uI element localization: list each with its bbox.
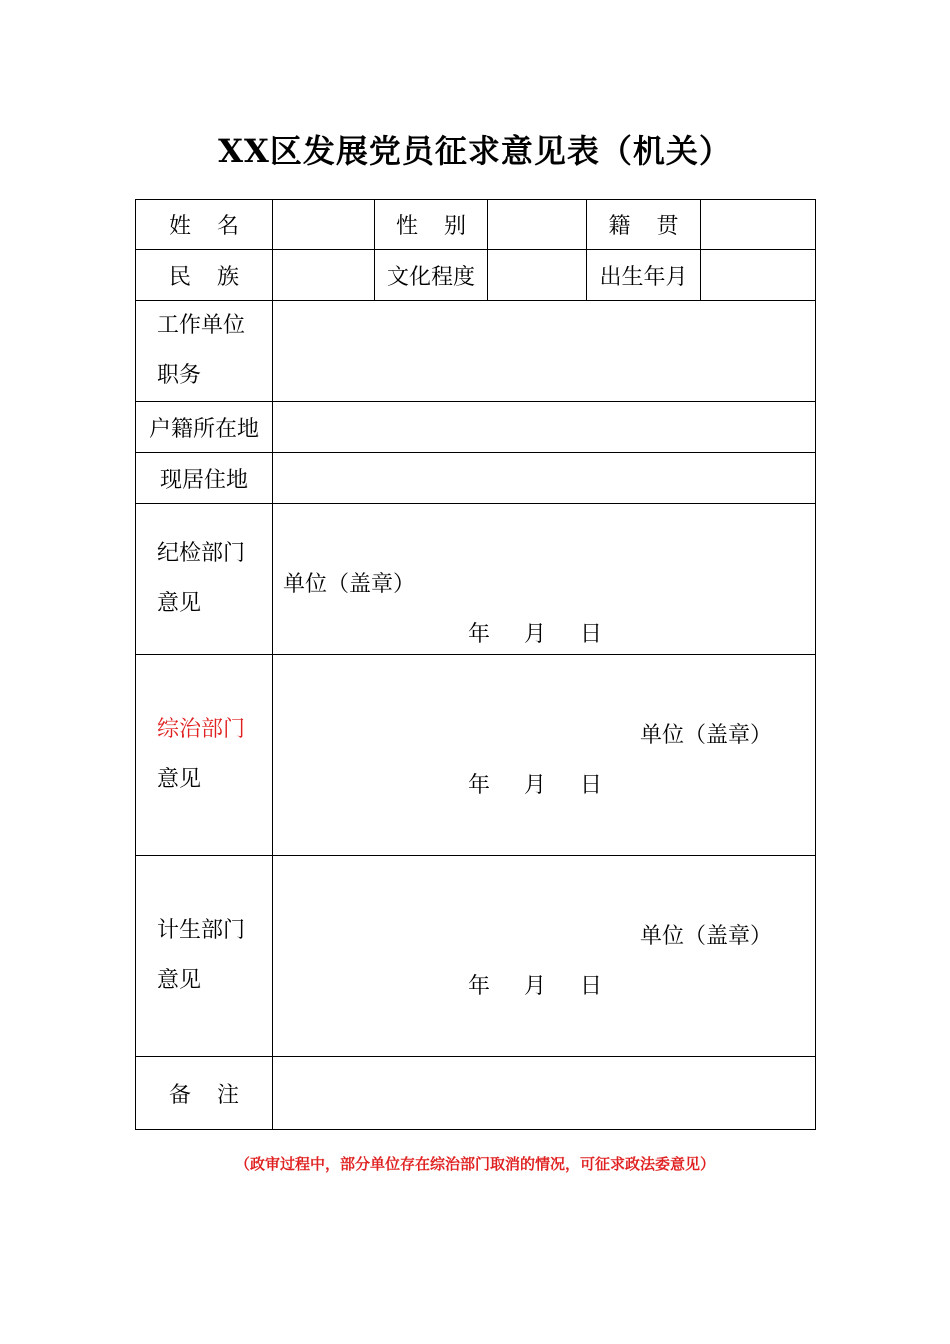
footnote: （政审过程中，部分单位存在综治部门取消的情况，可征求政法委意见） bbox=[234, 1155, 715, 1173]
remarks-value[interactable] bbox=[273, 1057, 816, 1130]
work-unit-position-label: 工作单位 职务 bbox=[136, 301, 273, 402]
comprehensive-dept-title: 综治部门 bbox=[157, 717, 246, 742]
ethnic-value[interactable] bbox=[273, 250, 375, 301]
ethnic-label: 民 族 bbox=[136, 250, 273, 301]
birth-date-label: 出生年月 bbox=[587, 250, 701, 301]
gender-label: 性 别 bbox=[375, 200, 488, 250]
birth-date-value[interactable] bbox=[701, 250, 816, 301]
comprehensive-seal-text: 单位（盖章） bbox=[640, 723, 773, 748]
residence-value[interactable] bbox=[273, 453, 816, 504]
name-label: 姓 名 bbox=[136, 200, 273, 250]
comprehensive-opinion-cell[interactable] bbox=[273, 655, 816, 856]
residence-label: 现居住地 bbox=[136, 453, 273, 504]
comprehensive-dept-label: 综治部门 意见 bbox=[136, 655, 273, 856]
discipline-dept-label: 纪检部门 意见 bbox=[136, 504, 273, 655]
opinion-form-table bbox=[135, 199, 816, 1130]
household-register-label: 户籍所在地 bbox=[136, 402, 273, 453]
discipline-date: 年 月 日 bbox=[468, 622, 603, 647]
family-planning-seal-text: 单位（盖章） bbox=[640, 924, 773, 949]
name-value[interactable] bbox=[273, 200, 375, 250]
gender-value[interactable] bbox=[488, 200, 587, 250]
discipline-opinion-cell[interactable] bbox=[273, 504, 816, 655]
family-planning-date: 年 月 日 bbox=[468, 974, 603, 999]
education-label: 文化程度 bbox=[375, 250, 488, 301]
remarks-label: 备 注 bbox=[136, 1057, 273, 1130]
comprehensive-date: 年 月 日 bbox=[468, 773, 603, 798]
form-title: XX区发展党员征求意见表（机关） bbox=[218, 132, 732, 170]
native-place-label: 籍 贯 bbox=[587, 200, 701, 250]
discipline-seal-text: 单位（盖章） bbox=[283, 572, 416, 597]
native-place-value[interactable] bbox=[701, 200, 816, 250]
family-planning-dept-label: 计生部门 意见 bbox=[136, 856, 273, 1057]
family-planning-opinion-cell[interactable] bbox=[273, 856, 816, 1057]
education-value[interactable] bbox=[488, 250, 587, 301]
household-register-value[interactable] bbox=[273, 402, 816, 453]
work-unit-position-value[interactable] bbox=[273, 301, 816, 402]
